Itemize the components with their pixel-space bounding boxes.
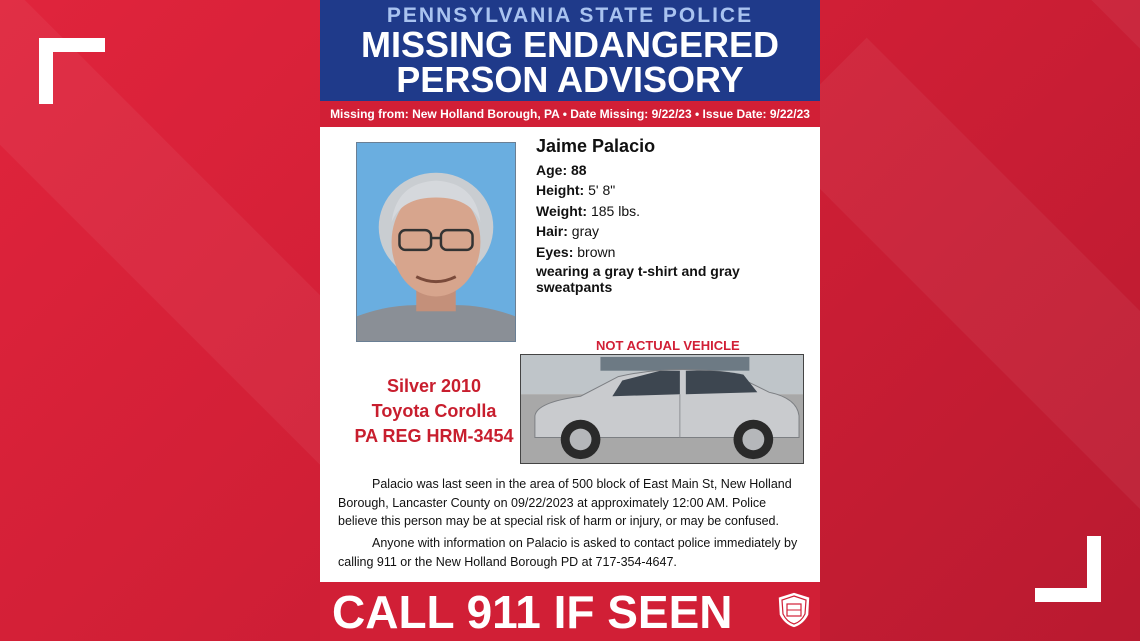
state-police-badge-icon	[776, 591, 812, 629]
height-row: Height: 5' 8"	[536, 182, 616, 199]
clothing-description: wearing a gray t-shirt and gray sweatpants	[536, 262, 740, 295]
advisory-poster	[320, 0, 820, 641]
vehicle-photo	[520, 354, 804, 464]
agency-name: PENNSYLVANIA STATE POLICE	[386, 4, 754, 27]
missing-info-strip: Missing from: New Holland Borough, PA • Date Missing: 9/22/23 • Issue Date: 9/22/23	[320, 101, 820, 127]
last-seen-paragraph: Palacio was last seen in the area of 500 block of East Main St, New Holland Borough, Lancaster County on 09/22/2023 at approximately 12:00 AM. Police believe this person may be at special risk of harm or injury, or may be confused.	[338, 477, 792, 528]
person-details	[536, 160, 806, 295]
eyes-row: Eyes: brown	[536, 243, 616, 260]
vehicle-make-model: Toyota Corolla	[371, 401, 497, 421]
not-actual-vehicle-label: NOT ACTUAL VEHICLE	[596, 338, 740, 353]
vehicle-description	[340, 374, 528, 449]
poster-header	[320, 0, 820, 101]
weight-row: Weight: 185 lbs.	[536, 202, 641, 219]
poster-footer	[320, 582, 820, 641]
corner-bracket-top-left-icon	[39, 38, 105, 104]
vehicle-registration: PA REG HRM-3454	[354, 426, 514, 446]
person-photo	[356, 142, 516, 342]
contact-paragraph: Anyone with information on Palacio is asked to contact police immediately by calling 911 or the New Holland Borough PD at 717-354-4647.	[338, 536, 798, 569]
advisory-title-line2: PERSON ADVISORY	[396, 59, 744, 100]
vehicle-color-year: Silver 2010	[386, 376, 482, 396]
call-911-text: CALL 911 IF SEEN	[332, 586, 733, 638]
advisory-title-line1: MISSING ENDANGERED	[360, 24, 780, 65]
corner-bracket-bottom-right-icon	[1035, 536, 1101, 602]
hair-row: Hair: gray	[536, 223, 600, 240]
age-row: Age: 88	[536, 162, 587, 178]
person-name: Jaime Palacio	[536, 136, 656, 156]
